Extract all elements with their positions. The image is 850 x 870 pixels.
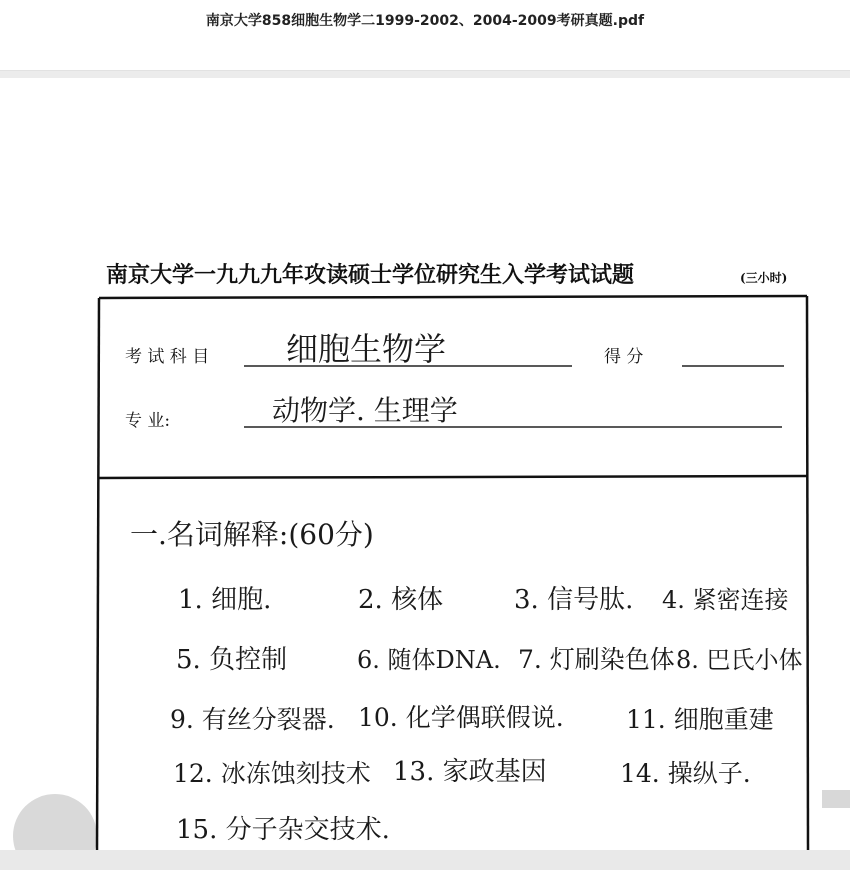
major-value: 动物学. 生理学 bbox=[272, 394, 458, 427]
section-title: 一.名词解释:(60分) bbox=[130, 518, 374, 551]
score-label: 得 分 bbox=[604, 347, 644, 367]
viewer-footer bbox=[0, 850, 850, 870]
subject-label: 考 试 科 目 bbox=[125, 347, 210, 367]
scan-watermark-left bbox=[13, 794, 97, 850]
frame-left bbox=[97, 298, 99, 850]
term-10: 10. 化学偶联假说. bbox=[358, 703, 564, 732]
exam-heading-note: (三小时) bbox=[740, 271, 788, 285]
frame-header-separator bbox=[98, 476, 807, 478]
document-title: 南京大学858细胞生物学二1999-2002、2004-2009考研真题.pdf bbox=[205, 13, 645, 29]
term-1: 1. 细胞. bbox=[178, 585, 272, 615]
term-11: 11. 细胞重建 bbox=[626, 705, 774, 734]
frame-right bbox=[807, 296, 808, 850]
term-9: 9. 有丝分裂器. bbox=[170, 705, 335, 734]
term-2: 2. 核体 bbox=[358, 585, 444, 615]
term-14: 14. 操纵子. bbox=[620, 759, 751, 788]
frame-top bbox=[99, 296, 807, 298]
term-12: 12. 冰冻蚀刻技术 bbox=[173, 759, 371, 788]
term-3: 3. 信号肽. bbox=[514, 585, 634, 615]
document-header bbox=[0, 0, 850, 70]
term-5: 5. 负控制 bbox=[176, 645, 288, 675]
major-label: 专 业: bbox=[125, 411, 171, 431]
scan-smudge-right bbox=[822, 790, 850, 808]
exam-heading: 南京大学一九九九年攻读硕士学位研究生入学考试试题 bbox=[106, 262, 635, 288]
term-6: 6. 随体DNA. bbox=[357, 646, 501, 674]
term-7: 7. 灯刷染色体 bbox=[518, 645, 675, 674]
term-8: 8. 巴氏小体 bbox=[676, 646, 803, 674]
term-15: 15. 分子杂交技术. bbox=[176, 815, 390, 845]
subject-value: 细胞生物学 bbox=[286, 330, 447, 368]
pdf-viewer[interactable] bbox=[0, 78, 850, 850]
scanned-page bbox=[0, 78, 850, 850]
term-13: 13. 家政基因 bbox=[393, 757, 547, 787]
term-4: 4. 紧密连接 bbox=[662, 586, 789, 614]
